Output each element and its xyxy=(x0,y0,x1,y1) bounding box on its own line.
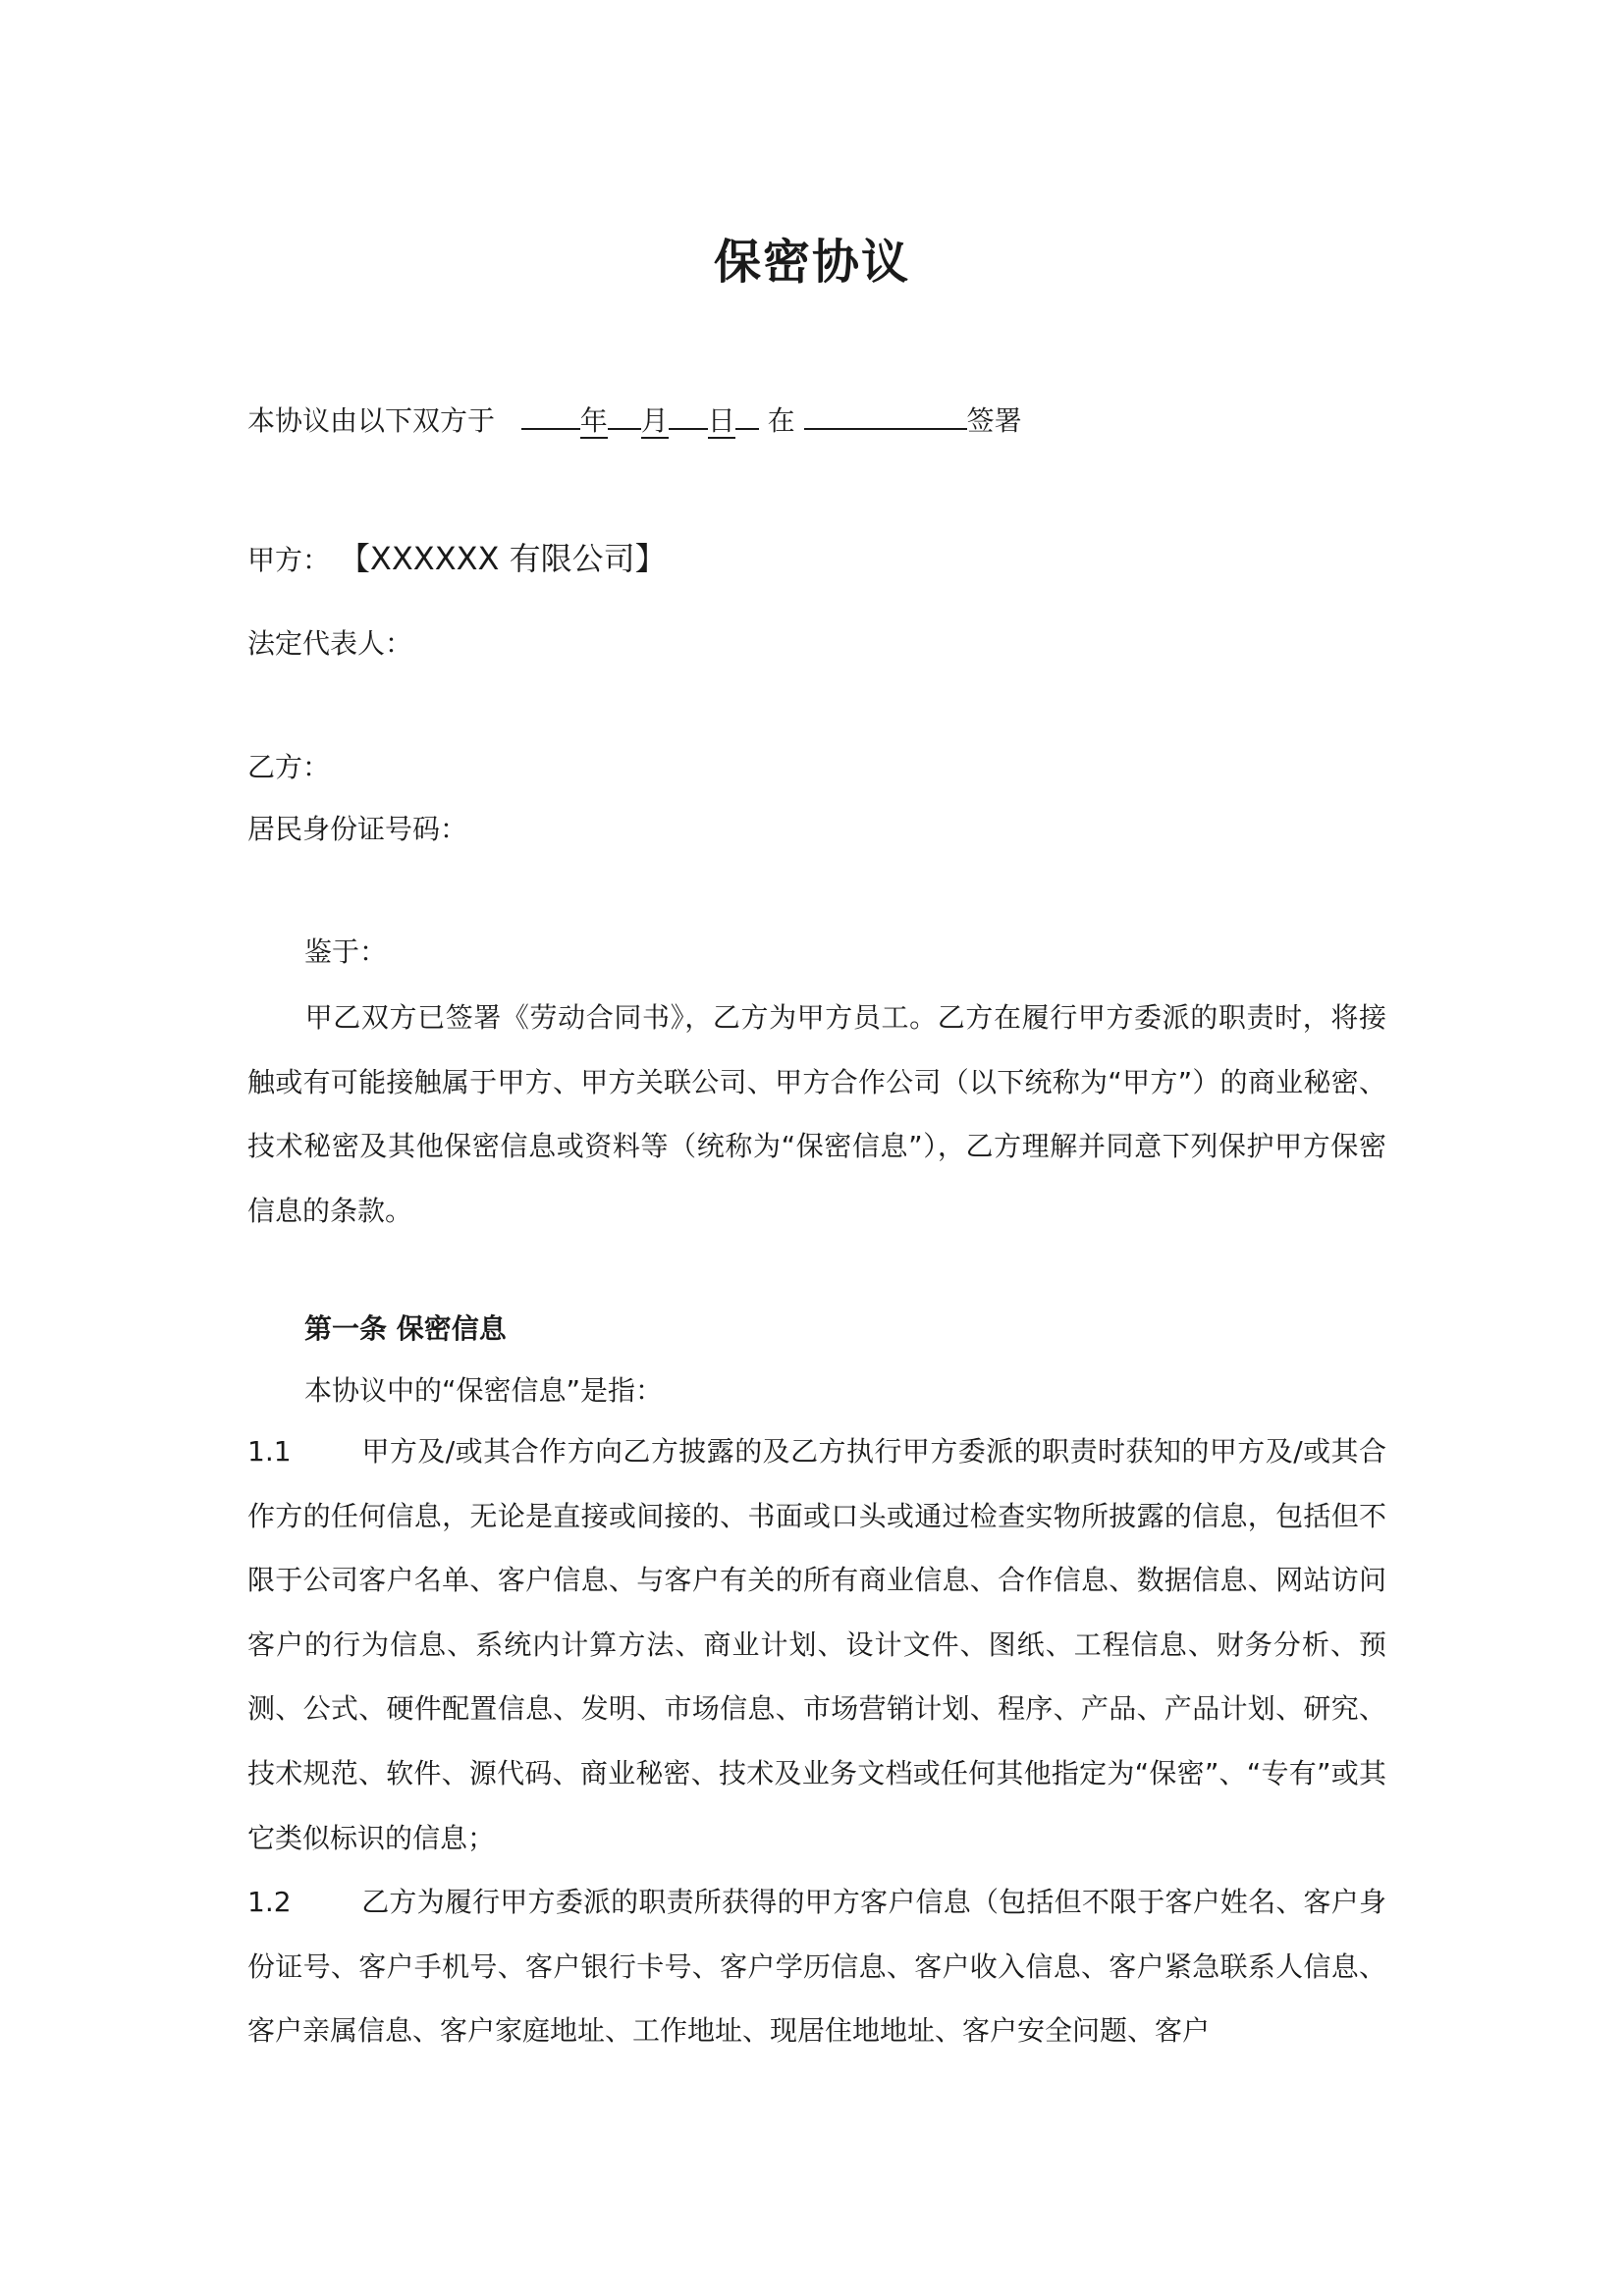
party-a-line xyxy=(247,539,667,580)
id-number-label: 居民身份证号码： xyxy=(247,813,468,845)
legal-rep-label: 法定代表人： xyxy=(247,627,413,660)
clause-1-1 xyxy=(247,1419,1386,1870)
month-blank xyxy=(608,395,641,430)
whereas-label: 鉴于： xyxy=(304,935,388,968)
day-label: 日 xyxy=(707,404,735,437)
clause-number: 1.2 xyxy=(247,1886,292,1918)
month-label: 月 xyxy=(640,404,669,437)
signing-at: 在 xyxy=(767,404,795,437)
signing-line xyxy=(247,395,1022,441)
signing-prefix: 本协议由以下双方于 xyxy=(247,404,496,437)
document-title: 保密协议 xyxy=(713,235,910,290)
clause-number: 1.1 xyxy=(247,1435,292,1468)
day-trailing-blank xyxy=(735,395,759,430)
whereas-text-first: 甲乙双方已签署《劳动合同书》，乙方为甲方员工。乙方在履行甲方委派的职责时， xyxy=(304,1001,1331,1034)
party-a-label: 甲方： xyxy=(247,544,331,576)
clause-1-2 xyxy=(247,1870,1386,2063)
whereas-text-rest: 将接触或有可能接触属于甲方、甲方关联公司、甲方合作公司（以下统称为“甲方”）的商业秘密、技术秘密及其他保密信息或资料等（统称为“保密信息”），乙方理解并同意下列保护甲方保密信息的条款。 xyxy=(247,1001,1386,1227)
day-blank xyxy=(669,395,708,430)
place-blank xyxy=(804,395,967,430)
whereas-paragraph xyxy=(247,986,1386,1243)
party-a-company: 【XXXXXX 有限公司】 xyxy=(338,540,667,577)
year-blank xyxy=(521,395,580,430)
year-label: 年 xyxy=(579,404,608,437)
clause-text: 乙方为履行甲方委派的职责所获得的甲方客户信息（包括但不限于客户姓名、客户身份证号、客户手机号、客户银行卡号、客户学历信息、客户收入信息、客户紧急联系人信息、客户亲属信息、客户家庭地址、工作地址、现居住地地址、客户安全问题、客户 xyxy=(247,1886,1386,2048)
article1-intro: 本协议中的“保密信息”是指： xyxy=(304,1374,664,1407)
article1-heading: 第一条 保密信息 xyxy=(304,1312,507,1345)
signing-suffix: 签署 xyxy=(966,404,1022,437)
party-b-label: 乙方： xyxy=(247,751,331,783)
clause-text: 甲方及/或其合作方向乙方披露的及乙方执行甲方委派的职责时获知的甲方及/或其合作方的任何信息，无论是直接或间接的、书面或口头或通过检查实物所披露的信息，包括但不限于公司客户名单、客户信息、与客户有关的所有商业信息、合作信息、数据信息、网站访问客户的行为信息、系统内计算方法、商业计划、设计文件、图纸、工程信息、财务分析、预测、公式、硬件配置信息、发明、市场信息、市场营销计划、程序、产品、产品计划、研究、技术规范、软件、源代码、商业秘密、技术及业务文档或任何其他指定为“保密”、“专有”或其它类似标识的信息； xyxy=(247,1435,1386,1854)
